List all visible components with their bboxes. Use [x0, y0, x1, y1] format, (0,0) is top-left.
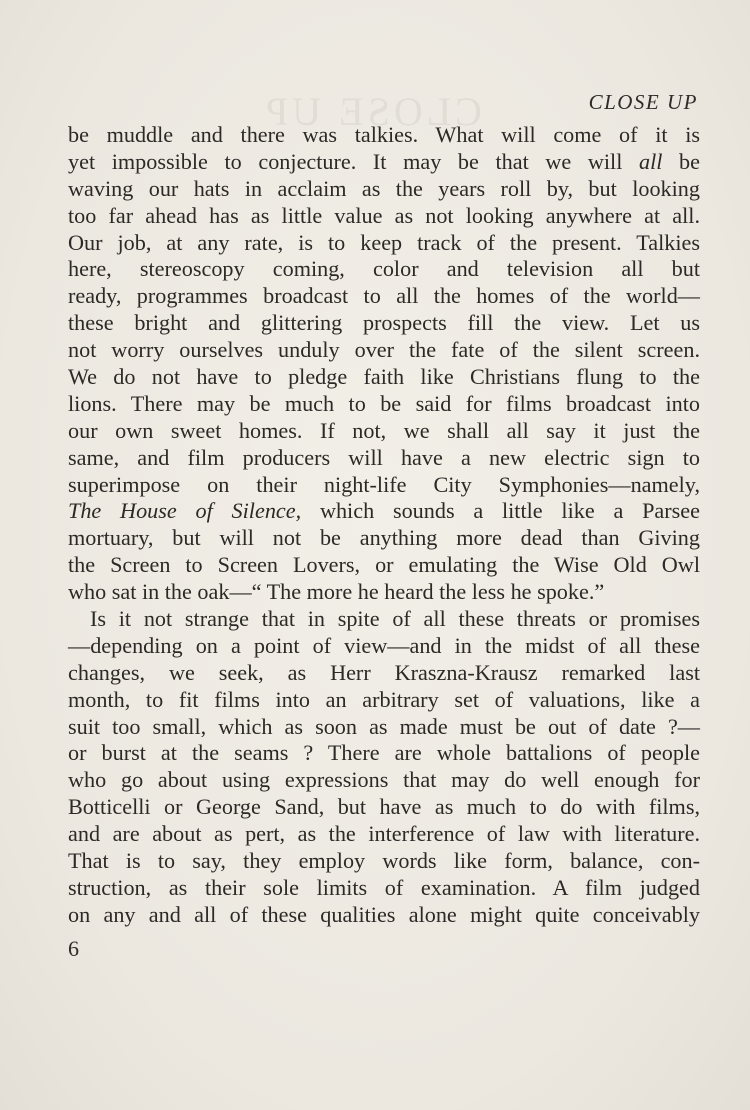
italic-phrase: all: [638, 148, 663, 174]
text-line: waving our hats in acclaim as the years roll by, but looking: [68, 175, 700, 201]
italic-phrase: The House of Silence,: [68, 498, 302, 524]
text-line: who go about using expressions that may do well enough for: [68, 767, 700, 793]
text-line-with-italic: yet impossible to conjecture. It may be that we will all be: [68, 148, 700, 174]
text-line-with-italic: The House of Silence, which sounds a little like a Parsee: [68, 498, 700, 524]
text-line: ready, programmes broadcast to all the homes of the world—: [68, 283, 700, 309]
text-line: too far ahead has as little value as not looking anywhere at all.: [68, 202, 700, 228]
text-line: not worry ourselves unduly over the fate of the silent screen.: [68, 337, 700, 363]
text-line: Botticelli or George Sand, but have as much to do with films,: [68, 794, 700, 820]
text-line: and are about as pert, as the interference of law with literature.: [68, 821, 700, 847]
text-line: these bright and glittering prospects fill the view. Let us: [68, 310, 700, 336]
text-line: the Screen to Screen Lovers, or emulating the Wise Old Owl: [68, 552, 700, 578]
text-line: struction, as their sole limits of examination. A film judged: [68, 874, 700, 900]
text-line: or burst at the seams ? There are whole battalions of people: [68, 740, 700, 766]
text-line: our own sweet homes. If not, we shall all say it just the: [68, 417, 700, 443]
text-line: We do not have to pledge faith like Christians flung to the: [68, 364, 700, 390]
text-line: same, and film producers will have a new electric sign to: [68, 444, 700, 470]
text-line: here, stereoscopy coming, color and television all but: [68, 256, 700, 282]
paragraph-end-line: who sat in the oak—“ The more he heard the less he spoke.”: [68, 579, 605, 605]
show-through-ghost-text: CLOSE UP: [262, 89, 482, 134]
text-line: —depending on a point of view—and in the midst of all these: [68, 632, 700, 658]
text-line: That is to say, they employ words like form, balance, con-: [68, 848, 700, 874]
text-line: on any and all of these qualities alone might quite conceivably: [68, 901, 700, 927]
text-line: superimpose on their night-life City Symphonies—namely,: [68, 471, 700, 497]
text-line: month, to fit films into an arbitrary set of valuations, like a: [68, 686, 700, 712]
text-line: be muddle and there was talkies. What will come of it is: [68, 122, 700, 147]
body-text: [68, 122, 700, 929]
text-line: mortuary, but will not be anything more dead than Giving: [68, 525, 700, 551]
text-line: Our job, at any rate, is to keep track of the present. Talkies: [68, 229, 700, 255]
running-head: CLOSE UP: [588, 90, 698, 114]
page-number: 6: [68, 936, 79, 961]
text-line: changes, we seek, as Herr Kraszna-Krausz remarked last: [68, 659, 700, 685]
text-line: lions. There may be much to be said for films broadcast into: [68, 390, 700, 416]
paragraph-start-line: Is it not strange that in spite of all these threats or promises: [90, 606, 700, 632]
text-line: suit too small, which as soon as made must be out of date ?—: [68, 713, 700, 739]
